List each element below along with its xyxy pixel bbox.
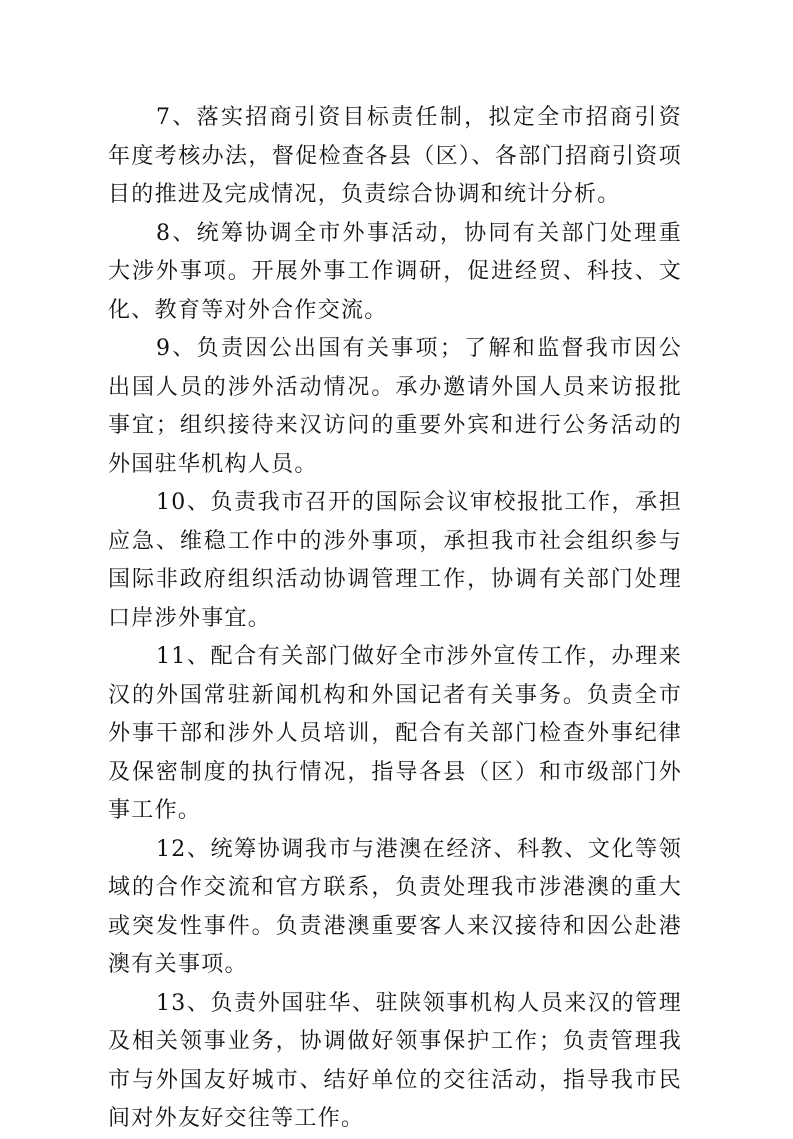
paragraph-item-10: 10、负责我市召开的国际会议审校报批工作，承担应急、维稳工作中的涉外事项，承担我市社会组织参与国际非政府组织活动协调管理工作，协调有关部门处理口岸涉外事宜。 — [108, 490, 682, 631]
paragraph-item-9: 9、负责因公出国有关事项；了解和监督我市因公出国人员的涉外活动情况。承办邀请外国人员来访报批事宜；组织接待来汉访问的重要外宾和进行公务活动的外国驻华机构人员。 — [108, 336, 682, 477]
paragraph-item-12: 12、统筹协调我市与港澳在经济、科教、文化等领域的合作交流和官方联系，负责处理我市涉港澳的重大或突发性事件。负责港澳重要客人来汉接待和因公赴港澳有关事项。 — [108, 836, 682, 977]
paragraph-item-13: 13、负责外国驻华、驻陕领事机构人员来汉的管理及相关领事业务，协调做好领事保护工作；负责管理我市与外国友好城市、结好单位的交往活动，指导我市民间对外友好交往等工作。 — [108, 990, 682, 1131]
paragraph-item-11: 11、配合有关部门做好全市涉外宣传工作，办理来汉的外国常驻新闻机构和外国记者有关事务。负责全市外事干部和涉外人员培训，配合有关部门检查外事纪律及保密制度的执行情况，指导各县（区）和市级部门外事工作。 — [108, 644, 682, 823]
document-body — [108, 99, 682, 1139]
paragraph-item-7: 7、落实招商引资目标责任制，拟定全市招商引资年度考核办法，督促检查各县（区）、各部门招商引资项目的推进及完成情况，负责综合协调和统计分析。 — [108, 105, 682, 207]
paragraph-item-8: 8、统筹协调全市外事活动，协同有关部门处理重大涉外事项。开展外事工作调研，促进经贸、科技、文化、教育等对外合作交流。 — [108, 220, 682, 323]
